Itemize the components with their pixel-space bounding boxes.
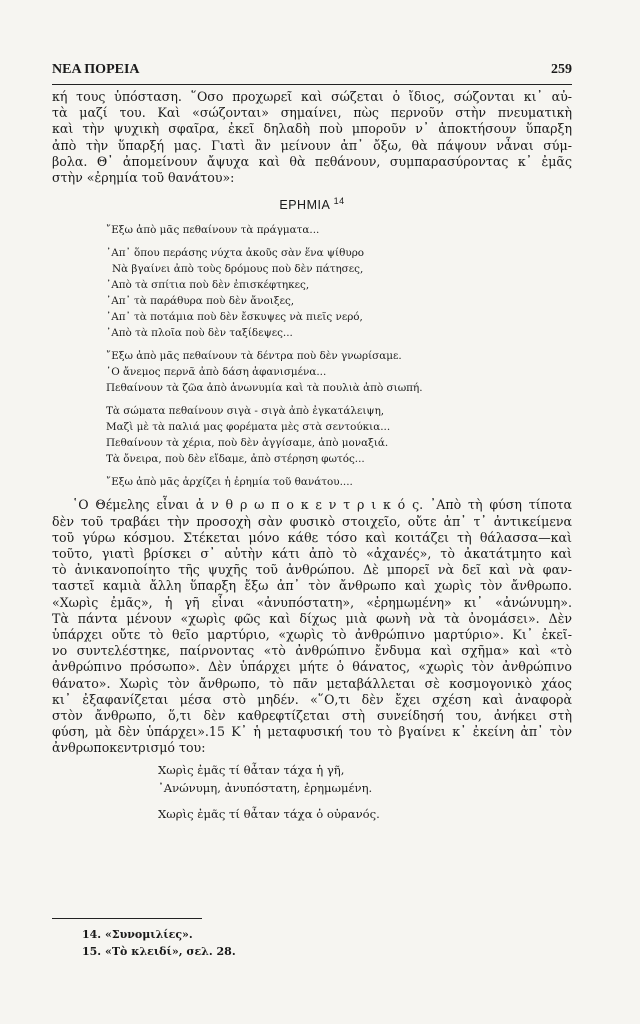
poem-verse: ᾽Απὸ τὰ πλοῖα ποὺ δὲν ταξίδεψες... — [106, 327, 293, 340]
running-header — [52, 62, 572, 78]
poem-verse: ᾽Απ᾽ ὅπου περάσης νύχτα ἀκοῦς σὰν ἕνα ψίθυρο — [106, 247, 365, 260]
text-line: φύση, μὰ δὲν ὑπάρχει».15 Κ᾽ ἡ μεταφυσική του τὸ βγαίνει κ᾽ ἐκείνη ἀπ᾽ τὸν — [52, 724, 572, 740]
quote-verse: ᾽Ανώνυμη, ἀνυπόστατη, ἐρημωμένη. — [158, 780, 373, 795]
poem-verse: Μαζὶ μὲ τὰ παλιά μας φορέματα μὲς στὰ σεντούκια... — [106, 421, 391, 434]
text-line: τοῦ γύρω κόσμου. Στέκεται μόνο κάθε τόσο καὶ κοιτάζει τὴ θάλασσα—καὶ — [52, 529, 572, 545]
poem-verse: ᾽Απὸ τὰ σπίτια ποὺ δὲν ἐπισκέφτηκες, — [106, 279, 310, 292]
journal-title: ΝΕΑ ΠΟΡΕΙΑ — [52, 62, 140, 77]
text-line: στὸν ἄνθρωπο, ὅ,τι δὲν καθρεφτίζεται στὴ συνείδησή του, ἀνήκει στὴ — [52, 708, 572, 724]
footnote: 15. «Τὸ κλειδί», σελ. 28. — [82, 945, 236, 958]
page — [52, 62, 572, 823]
text-line: τὸ ἀνικανοποίητο τῆς ψυχῆς τοῦ ἀνθρώπου. Δὲ μπορεῖ νὰ δεῖ καὶ νὰ φαν- — [52, 562, 572, 578]
text-line: Τὰ πάντα μένουν «χωρὶς φῶς καὶ δίχως μιὰ φωνὴ νὰ τὰ ὀνομάσει». Δὲν — [52, 610, 572, 626]
poem — [52, 222, 572, 490]
text-line: ἀπὸ τὴν ὕπαρξή μας. Γιατὶ ἂν μείνουν ἀπ᾽ ὄξω, θὰ πάψουν νἆναι σύμ- — [52, 137, 572, 153]
poem-stanza — [106, 245, 572, 341]
text-line: ὑπάρχει οὔτε τὸ θεῖο μαρτύριο, «χωρὶς τὸ ἀνθρώπινο μαρτύριο». Κι᾽ ἐκεῖ- — [52, 627, 572, 642]
text-line: ἀνθρώπινο πρόσωπο». Δὲν ὑπάρχει μήτε ὁ θάνατος, «χωρὶς τὸν ἀνθρώπινο — [52, 659, 572, 675]
analysis-paragraph — [52, 497, 572, 756]
footnotes — [82, 926, 236, 960]
text-line: ῾Ο Θέμελης εἶναι ἀ ν θ ρ ω π ο κ ε ν τ ρ ι κ ό ς. ᾽Απὸ τὴ φύση τίποτα — [72, 497, 572, 513]
text-line: τὰ μαζί του. Καὶ «σώζονται» σημαίνει, πὼς περνοῦν στὴν πνευματικὴ — [52, 105, 572, 121]
text-line: ἀνθρωποκεντρισμό του: — [52, 740, 206, 756]
footnote: 14. «Συνομιλίες». — [82, 928, 193, 941]
text-line: τοῦτο, γιατὶ βρίσκει σ᾽ αὐτὴν κάτι ἀπὸ τὸ «ἀχανές», τὸ ἀκατάτμητο καὶ — [52, 545, 572, 561]
poem-verse: ᾽Απ᾽ τὰ ποτάμια ποὺ δὲν ἔσκυψες νὰ πιεῖς νερό, — [106, 311, 363, 324]
poem-stanza — [106, 403, 572, 467]
intro-paragraph — [52, 89, 572, 186]
poem-stanza — [106, 348, 572, 396]
poem-verse: ῾Ο ἄνεμος περνᾶ ἀπὸ δάση ἀφανισμένα... — [106, 366, 327, 379]
text-line: «Χωρὶς ἐμᾶς», ἡ γῆ εἶναι «ἀνυπόστατη», «ἐρημωμένη» κι᾽ «ἀνώνυμη». — [52, 594, 572, 610]
poem-title: ΕΡΗΜΙΑ — [279, 198, 330, 213]
poem-verse: ῎Εξω ἀπὸ μᾶς ἀρχίζει ἡ ἐρημία τοῦ θανάτου.... — [106, 476, 353, 489]
text-line: θάνατο». Χωρὶς τὸν ἄνθρωπο, τὸ πᾶν μεταβάλλεται σὲ κοσμογονικὸ χάος — [52, 675, 572, 691]
text-line: στὴν «ἐρημία τοῦ θανάτου»: — [52, 170, 235, 186]
poem-stanza — [106, 474, 572, 490]
page-number: 259 — [551, 62, 572, 77]
poem-verse: Πεθαίνουν τὰ ζῶα ἀπὸ ἀνωνυμία καὶ τὰ πουλιὰ ἀπὸ σιωπή. — [106, 382, 423, 395]
poem-verse: Νὰ βγαίνει ἀπὸ τοὺς δρόμους ποὺ δὲν πάτησες, — [112, 263, 364, 276]
quote-verse: Χωρὶς ἐμᾶς τί θἆταν τάχα ἡ γῆ, — [158, 762, 345, 777]
header-rule — [52, 84, 572, 85]
text-line: κή τους ὑπόσταση. ῞Οσο προχωρεῖ καὶ σώζεται ὁ ἴδιος, σώζονται κι᾽ αὐ- — [52, 89, 572, 104]
poem-stanza — [106, 222, 572, 238]
poem-verse: ῎Εξω ἀπὸ μᾶς πεθαίνουν τὰ δέντρα ποὺ δὲν γνωρίσαμε. — [106, 350, 402, 363]
poem-title-block — [52, 196, 572, 212]
text-line: καὶ τὴν ψυχικὴ σφαῖρα, ἐκεῖ δηλαδὴ ποὺ μποροῦν ν᾽ ἀποκτήσουν ὕπαρξη — [52, 121, 572, 137]
text-line: δὲν τοῦ τραβάει τὴν προσοχὴ σὰν φυσικὸ στοιχεῖο, οὔτε ἀπ᾽ τ᾽ ἀντικείμενα — [52, 513, 572, 529]
text-line: κι᾽ ἐξαφανίζεται μέσα στὸ μηδέν. «῞Ο,τι δὲν ἔχει σχέση καὶ ἀναφορὰ — [52, 691, 572, 707]
stanza-gap — [158, 797, 572, 805]
text-line: βολα. Θ᾽ ἀπομείνουν ἄψυχα καὶ θὰ πεθάνουν, συμπαρασύροντας κ᾽ ἐμᾶς — [52, 153, 572, 169]
text-line: νο συντελέστηκε, παίρνοντας «τὸ ἀνθρώπινο ἔνδυμα καὶ σχῆμα» καὶ «τὸ — [52, 643, 572, 659]
poem-verse: Τὰ σώματα πεθαίνουν σιγὰ - σιγὰ ἀπὸ ἐγκατάλειψη, — [106, 405, 385, 418]
quote-verse: Χωρὶς ἐμᾶς τί θἆταν τάχα ὁ οὐρανός. — [158, 806, 380, 821]
poem-verse: Πεθαίνουν τὰ χέρια, ποὺ δὲν ἀγγίσαμε, ἀπὸ μοναξιά. — [106, 437, 389, 450]
poem-verse: ῎Εξω ἀπὸ μᾶς πεθαίνουν τὰ πράγματα... — [106, 224, 320, 237]
footnote-rule — [52, 918, 202, 919]
poem-verse: ᾽Απ᾽ τὰ παράθυρα ποὺ δὲν ἄνοιξες, — [106, 295, 295, 308]
text-line: ταστεῖ καμιὰ ἄλλη ὕπαρξη ἔξω ἀπ᾽ τὸν ἄνθρωπο καὶ χωρὶς τὸν ἄνθρωπο. — [52, 578, 572, 594]
footnote-ref-14: 14 — [333, 196, 345, 207]
poem-verse: Τὰ ὄνειρα, ποὺ δὲν εἴδαμε, ἀπὸ στέρηση φωτός... — [106, 453, 365, 466]
quoted-verse — [158, 761, 572, 823]
